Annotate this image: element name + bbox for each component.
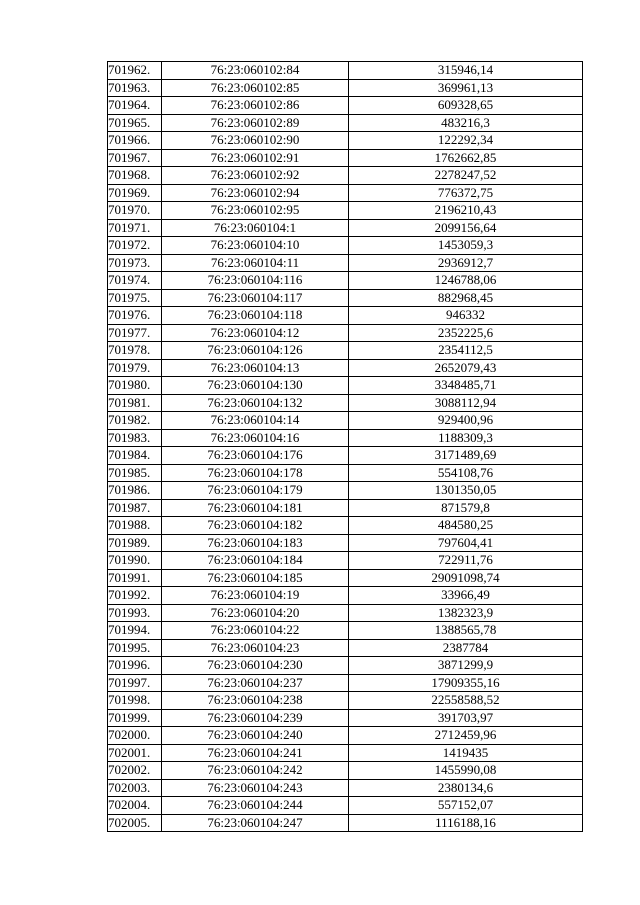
table-row: [108, 132, 583, 150]
row-number-cell: 701989.: [108, 534, 162, 552]
cadastral-number-cell: 76:23:060104:16: [162, 429, 349, 447]
table-row: [108, 377, 583, 395]
cadastral-number-cell: 76:23:060104:185: [162, 569, 349, 587]
cadastral-number-cell: 76:23:060102:95: [162, 202, 349, 220]
table-row: [108, 202, 583, 220]
cadastral-number-cell: 76:23:060102:89: [162, 114, 349, 132]
cadastral-value-cell: 1419435: [349, 744, 583, 762]
row-number-cell: 701964.: [108, 97, 162, 115]
cadastral-number-cell: 76:23:060104:181: [162, 499, 349, 517]
table-row: [108, 184, 583, 202]
table-row: [108, 727, 583, 745]
table-row: [108, 237, 583, 255]
row-number-cell: 701971.: [108, 219, 162, 237]
row-number-cell: 701990.: [108, 552, 162, 570]
cadastral-value-cell: 722911,76: [349, 552, 583, 570]
cadastral-value-cell: 369961,13: [349, 79, 583, 97]
cadastral-number-cell: 76:23:060104:23: [162, 639, 349, 657]
table-row: [108, 62, 583, 80]
cadastral-value-cell: 1455990,08: [349, 762, 583, 780]
row-number-cell: 701963.: [108, 79, 162, 97]
cadastral-number-cell: 76:23:060102:94: [162, 184, 349, 202]
cadastral-value-cell: 1301350,05: [349, 482, 583, 500]
row-number-cell: 701968.: [108, 167, 162, 185]
table-row: [108, 692, 583, 710]
table-row: [108, 429, 583, 447]
cadastral-value-cell: 882968,45: [349, 289, 583, 307]
table-row: [108, 482, 583, 500]
cadastral-value-cell: 946332: [349, 307, 583, 325]
table-row: [108, 517, 583, 535]
cadastral-number-cell: 76:23:060102:85: [162, 79, 349, 97]
row-number-cell: 701977.: [108, 324, 162, 342]
row-number-cell: 701974.: [108, 272, 162, 290]
table-row: [108, 744, 583, 762]
cadastral-value-cell: 391703,97: [349, 709, 583, 727]
cadastral-number-cell: 76:23:060104:118: [162, 307, 349, 325]
cadastral-number-cell: 76:23:060104:132: [162, 394, 349, 412]
cadastral-value-cell: 1116188,16: [349, 814, 583, 832]
row-number-cell: 701975.: [108, 289, 162, 307]
table-row: [108, 79, 583, 97]
row-number-cell: 701995.: [108, 639, 162, 657]
table-row: [108, 657, 583, 675]
cadastral-value-cell: 315946,14: [349, 62, 583, 80]
row-number-cell: 701976.: [108, 307, 162, 325]
table-body: [108, 62, 583, 832]
cadastral-number-cell: 76:23:060104:178: [162, 464, 349, 482]
table-row: [108, 289, 583, 307]
row-number-cell: 701972.: [108, 237, 162, 255]
cadastral-number-cell: 76:23:060104:243: [162, 779, 349, 797]
cadastral-value-cell: 29091098,74: [349, 569, 583, 587]
cadastral-number-cell: 76:23:060102:92: [162, 167, 349, 185]
table-row: [108, 359, 583, 377]
cadastral-number-cell: 76:23:060102:90: [162, 132, 349, 150]
table-row: [108, 814, 583, 832]
table-row: [108, 674, 583, 692]
cadastral-number-cell: 76:23:060104:242: [162, 762, 349, 780]
cadastral-value-cell: 483216,3: [349, 114, 583, 132]
row-number-cell: 701993.: [108, 604, 162, 622]
row-number-cell: 701969.: [108, 184, 162, 202]
cadastral-value-cell: 2354112,5: [349, 342, 583, 360]
cadastral-number-cell: 76:23:060102:91: [162, 149, 349, 167]
cadastral-number-cell: 76:23:060104:10: [162, 237, 349, 255]
row-number-cell: 701988.: [108, 517, 162, 535]
cadastral-value-cell: 1762662,85: [349, 149, 583, 167]
cadastral-number-cell: 76:23:060104:19: [162, 587, 349, 605]
table-row: [108, 394, 583, 412]
table-row: [108, 534, 583, 552]
cadastral-value-cell: 2936912,7: [349, 254, 583, 272]
row-number-cell: 701966.: [108, 132, 162, 150]
table-row: [108, 464, 583, 482]
table-row: [108, 709, 583, 727]
cadastral-number-cell: 76:23:060104:238: [162, 692, 349, 710]
cadastral-number-cell: 76:23:060104:179: [162, 482, 349, 500]
cadastral-value-cell: 17909355,16: [349, 674, 583, 692]
cadastral-value-cell: 1388565,78: [349, 622, 583, 640]
cadastral-number-cell: 76:23:060104:13: [162, 359, 349, 377]
row-number-cell: 702004.: [108, 797, 162, 815]
cadastral-value-cell: 122292,34: [349, 132, 583, 150]
cadastral-value-cell: 2387784: [349, 639, 583, 657]
row-number-cell: 702003.: [108, 779, 162, 797]
table-row: [108, 604, 583, 622]
row-number-cell: 701982.: [108, 412, 162, 430]
cadastral-value-cell: 2196210,43: [349, 202, 583, 220]
row-number-cell: 701992.: [108, 587, 162, 605]
row-number-cell: 701984.: [108, 447, 162, 465]
row-number-cell: 701985.: [108, 464, 162, 482]
cadastral-value-cell: 871579,8: [349, 499, 583, 517]
cadastral-number-cell: 76:23:060104:1: [162, 219, 349, 237]
cadastral-value-cell: 2278247,52: [349, 167, 583, 185]
row-number-cell: 701979.: [108, 359, 162, 377]
cadastral-number-cell: 76:23:060104:184: [162, 552, 349, 570]
cadastral-value-cell: 22558588,52: [349, 692, 583, 710]
row-number-cell: 701997.: [108, 674, 162, 692]
row-number-cell: 701981.: [108, 394, 162, 412]
row-number-cell: 701987.: [108, 499, 162, 517]
row-number-cell: 701965.: [108, 114, 162, 132]
row-number-cell: 701962.: [108, 62, 162, 80]
cadastral-value-cell: 929400,96: [349, 412, 583, 430]
cadastral-number-cell: 76:23:060104:240: [162, 727, 349, 745]
row-number-cell: 702000.: [108, 727, 162, 745]
cadastral-value-cell: 3871299,9: [349, 657, 583, 675]
cadastral-value-cell: 1188309,3: [349, 429, 583, 447]
table-row: [108, 622, 583, 640]
table-row: [108, 97, 583, 115]
row-number-cell: 701983.: [108, 429, 162, 447]
table-row: [108, 499, 583, 517]
row-number-cell: 702001.: [108, 744, 162, 762]
row-number-cell: 702005.: [108, 814, 162, 832]
row-number-cell: 701996.: [108, 657, 162, 675]
cadastral-number-cell: 76:23:060104:126: [162, 342, 349, 360]
table-row: [108, 219, 583, 237]
table-row: [108, 114, 583, 132]
cadastral-number-cell: 76:23:060104:244: [162, 797, 349, 815]
cadastral-number-cell: 76:23:060104:241: [162, 744, 349, 762]
cadastral-value-cell: 3088112,94: [349, 394, 583, 412]
row-number-cell: 701978.: [108, 342, 162, 360]
cadastral-value-cell: 776372,75: [349, 184, 583, 202]
row-number-cell: 701999.: [108, 709, 162, 727]
table-row: [108, 569, 583, 587]
row-number-cell: 701991.: [108, 569, 162, 587]
cadastral-number-cell: 76:23:060102:86: [162, 97, 349, 115]
cadastral-number-cell: 76:23:060104:239: [162, 709, 349, 727]
table-row: [108, 447, 583, 465]
cadastral-value-cell: 1453059,3: [349, 237, 583, 255]
cadastral-value-cell: 2352225,6: [349, 324, 583, 342]
cadastral-value-cell: 557152,07: [349, 797, 583, 815]
table-row: [108, 307, 583, 325]
table-row: [108, 412, 583, 430]
table-row: [108, 762, 583, 780]
cadastral-value-cell: 797604,41: [349, 534, 583, 552]
cadastral-number-cell: 76:23:060104:182: [162, 517, 349, 535]
cadastral-number-cell: 76:23:060104:22: [162, 622, 349, 640]
row-number-cell: 701973.: [108, 254, 162, 272]
cadastral-number-cell: 76:23:060104:11: [162, 254, 349, 272]
table-row: [108, 779, 583, 797]
table-row: [108, 254, 583, 272]
table-row: [108, 149, 583, 167]
cadastral-number-cell: 76:23:060102:84: [162, 62, 349, 80]
cadastral-value-cell: 3171489,69: [349, 447, 583, 465]
cadastral-value-cell: 2712459,96: [349, 727, 583, 745]
row-number-cell: 701986.: [108, 482, 162, 500]
cadastral-value-table: [107, 61, 583, 832]
row-number-cell: 701967.: [108, 149, 162, 167]
cadastral-number-cell: 76:23:060104:247: [162, 814, 349, 832]
cadastral-value-cell: 609328,65: [349, 97, 583, 115]
table-row: [108, 324, 583, 342]
cadastral-value-cell: 554108,76: [349, 464, 583, 482]
cadastral-value-cell: 1246788,06: [349, 272, 583, 290]
cadastral-value-cell: 3348485,71: [349, 377, 583, 395]
table-row: [108, 552, 583, 570]
cadastral-value-cell: 2652079,43: [349, 359, 583, 377]
cadastral-value-cell: 484580,25: [349, 517, 583, 535]
cadastral-number-cell: 76:23:060104:237: [162, 674, 349, 692]
cadastral-number-cell: 76:23:060104:12: [162, 324, 349, 342]
table-row: [108, 167, 583, 185]
row-number-cell: 701998.: [108, 692, 162, 710]
table-row: [108, 342, 583, 360]
cadastral-number-cell: 76:23:060104:176: [162, 447, 349, 465]
table-row: [108, 587, 583, 605]
row-number-cell: 701980.: [108, 377, 162, 395]
table-row: [108, 639, 583, 657]
cadastral-number-cell: 76:23:060104:20: [162, 604, 349, 622]
cadastral-number-cell: 76:23:060104:230: [162, 657, 349, 675]
table-row: [108, 797, 583, 815]
table-row: [108, 272, 583, 290]
cadastral-number-cell: 76:23:060104:117: [162, 289, 349, 307]
row-number-cell: 701994.: [108, 622, 162, 640]
row-number-cell: 701970.: [108, 202, 162, 220]
cadastral-value-cell: 2099156,64: [349, 219, 583, 237]
row-number-cell: 702002.: [108, 762, 162, 780]
cadastral-value-cell: 1382323,9: [349, 604, 583, 622]
cadastral-value-cell: 33966,49: [349, 587, 583, 605]
cadastral-number-cell: 76:23:060104:130: [162, 377, 349, 395]
cadastral-number-cell: 76:23:060104:14: [162, 412, 349, 430]
cadastral-value-cell: 2380134,6: [349, 779, 583, 797]
cadastral-number-cell: 76:23:060104:183: [162, 534, 349, 552]
cadastral-number-cell: 76:23:060104:116: [162, 272, 349, 290]
